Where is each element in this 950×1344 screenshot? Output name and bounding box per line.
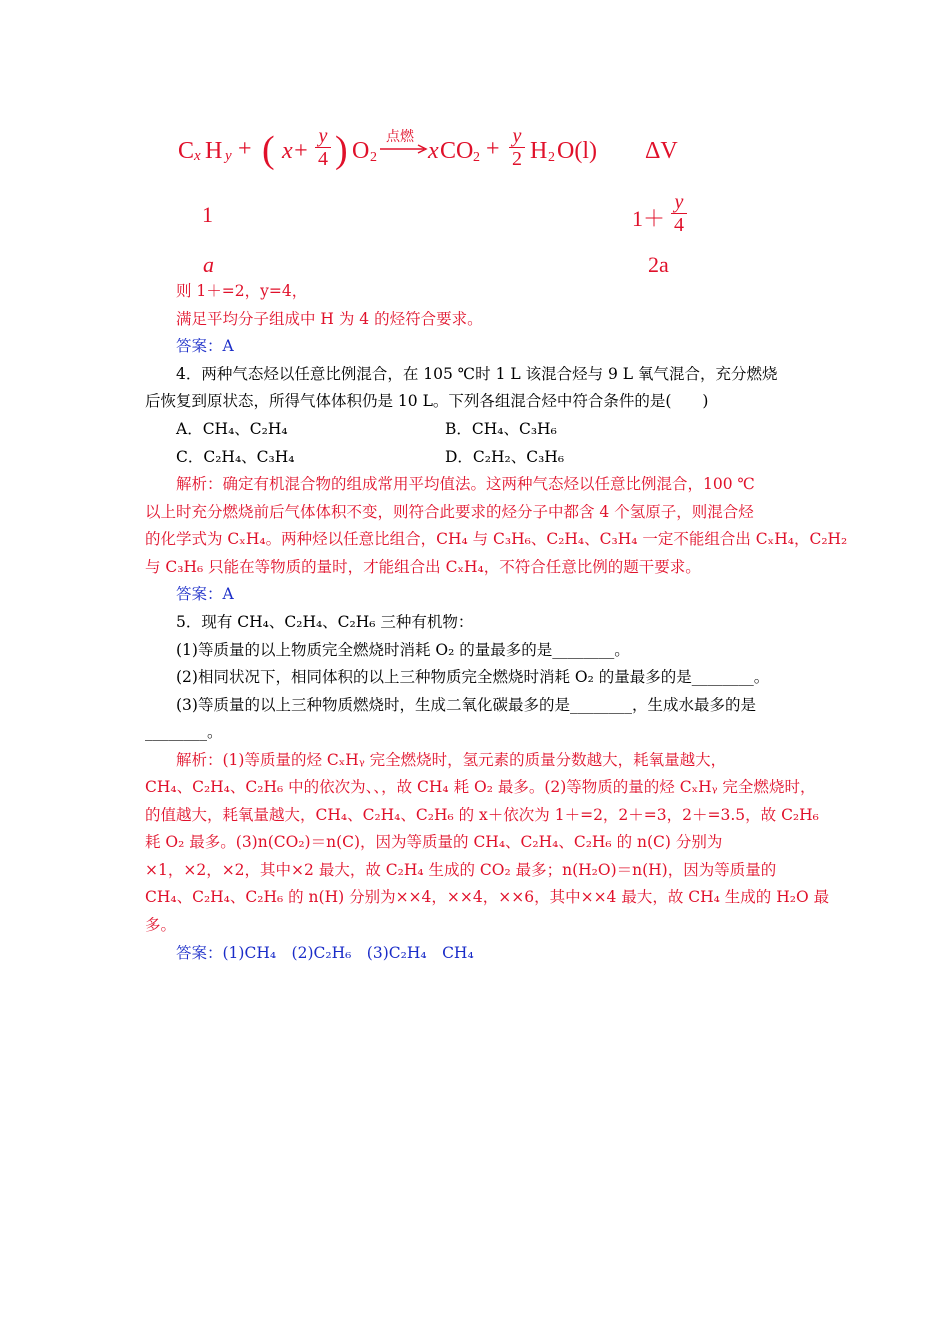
eq-frac-y-2: y 2: [508, 125, 526, 170]
eq-y-sub: y: [225, 148, 232, 164]
explanation-line: 解析：确定有机混合物的组成常用平均值法。这两种气态烃以任意比例混合，100 ℃: [176, 475, 755, 493]
eq-h2o-rest: O(l): [557, 138, 597, 164]
eq-row2-frac: y 4: [670, 191, 688, 236]
eq-row2-right: 1＋: [632, 206, 666, 231]
eq-c: C: [178, 138, 195, 164]
explanation-line: 解析：(1)等质量的烃 CₓHᵧ 完全燃烧时，氢元素的质量分数越大，耗氧量越大，: [176, 751, 727, 769]
eq-rparen: ): [335, 129, 348, 171]
explanation-line: 与 C₃H₆ 只能在等物质的量时，才能组合出 CₓH₄，不符合任意比例的题干要求。: [145, 558, 701, 576]
eq-co2: CO: [440, 138, 474, 164]
option-c: C．C₂H₄、C₃H₄: [176, 448, 295, 466]
question-5-part-1: (1)等质量的以上物质完全燃烧时消耗 O₂ 的量最多的是________。: [176, 641, 630, 659]
eq-o2: O: [352, 138, 370, 164]
eq-prod-x: x: [428, 138, 439, 164]
explanation-line: ×1，×2，×2，其中×2 最大，故 C₂H₄ 生成的 CO₂ 最多；n(H₂O)＝n(H)，因为等质量的: [145, 861, 777, 879]
eq-delta-v: ΔV: [645, 138, 678, 164]
question-5-part-3: (3)等质量的以上三种物质燃烧时，生成二氧化碳最多的是________，生成水最多的是: [176, 696, 756, 714]
question-4-line-2: 后恢复到原状态，所得气体体积仍是 10 L。下列各组混合烃中符合条件的是( ): [145, 392, 709, 410]
explanation-line: 耗 O₂ 最多。(3)n(CO₂)＝n(C)，因为等质量的 CH₄、C₂H₄、C₂H₆ 的 n(C) 分别为: [145, 833, 723, 851]
option-a: A．CH₄、C₂H₄: [176, 420, 288, 438]
eq-frac-y-4: y 4: [314, 125, 332, 170]
eq-plus-1: +: [238, 136, 252, 162]
question-5-part-3-cont: ________。: [145, 723, 223, 741]
explanation-line: 的值越大，耗氧量越大，CH₄、C₂H₄、C₂H₆ 的 x＋依次为 1＋=2，2＋=3，2＋=3.5，故 C₂H₆: [145, 806, 819, 824]
explanation-line: 满足平均分子组成中 H 为 4 的烃符合要求。: [176, 310, 483, 328]
explanation-line: 多。: [145, 916, 177, 934]
explanation-line: 以上时充分燃烧前后气体体积不变，则符合此要求的烃分子中都含 4 个氢原子，则混合烃: [145, 503, 754, 521]
question-5-line: 5．现有 CH₄、C₂H₄、C₂H₆ 三种有机物：: [176, 613, 474, 631]
eq-h: H: [205, 138, 223, 164]
explanation-line: CH₄、C₂H₄、C₂H₆ 中的依次为、、，故 CH₄ 耗 O₂ 最多。(2)等物质的量的烃 CₓHᵧ 完全燃烧时，: [145, 778, 816, 796]
eq-condition: 点燃: [386, 129, 414, 145]
explanation-line: 的化学式为 CₓH₄。两种烃以任意比组合，CH₄ 与 C₃H₆、C₂H₄、C₃H₄ 一定不能组合出 CₓH₄，C₂H₂: [145, 530, 848, 548]
answer-line: 答案：(1)CH₄ (2)C₂H₆ (3)C₂H₄ CH₄: [176, 944, 474, 962]
eq-plus-2: +: [486, 136, 500, 162]
eq-o2-sub: 2: [370, 150, 377, 165]
eq-row3-left: a: [203, 252, 214, 277]
explanation-line: 则 1＋=2，y=4，: [176, 282, 308, 300]
eq-row3-right: 2a: [648, 252, 669, 277]
answer-line: 答案：A: [176, 337, 234, 355]
answer-line: 答案：A: [176, 585, 234, 603]
eq-x-plus: x+: [282, 138, 309, 164]
option-b: B．CH₄、C₃H₆: [445, 420, 557, 438]
eq-co2-sub: 2: [473, 150, 480, 165]
eq-h2o-h: H: [530, 138, 548, 164]
eq-row2-left: 1: [202, 202, 213, 227]
eq-h2o-sub: 2: [548, 150, 555, 165]
question-4-line-1: 4．两种气态烃以任意比例混合，在 105 ℃时 1 L 该混合烃与 9 L 氧气混合，充分燃烧: [176, 365, 778, 383]
explanation-line: CH₄、C₂H₄、C₂H₆ 的 n(H) 分别为××4，××4，××6，其中××4 最大，故 CH₄ 生成的 H₂O 最: [145, 888, 830, 906]
question-5-part-2: (2)相同状况下，相同体积的以上三种物质完全燃烧时消耗 O₂ 的量最多的是________。: [176, 668, 770, 686]
eq-x-sub: x: [194, 148, 201, 164]
option-d: D．C₂H₂、C₃H₆: [445, 448, 565, 466]
eq-lparen: (: [262, 129, 275, 171]
reaction-arrow-icon: [380, 144, 430, 154]
